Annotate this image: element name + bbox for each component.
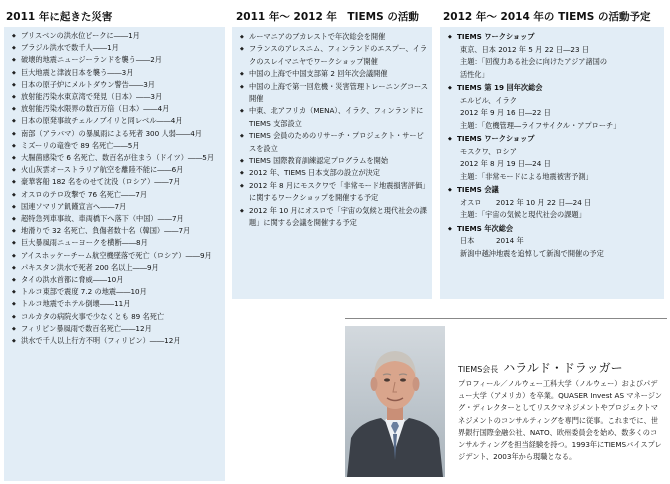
event-detail: 主題：「危機管理―ライフサイクル・アプローチ」 xyxy=(460,120,621,130)
list-item: ◆ 日本の原子炉にメルトダウン警告――3月 xyxy=(12,79,221,91)
event-detail: 東京、日本 2012 年 5 月 22 日―23 日 xyxy=(460,44,590,54)
profile-divider xyxy=(345,318,667,319)
event-title: ◆ TIEMS 第 19 回年次総会 xyxy=(448,82,660,95)
event-annual-meeting-erbil xyxy=(448,82,660,132)
profile-header xyxy=(458,357,623,376)
event-detail: エルビル、イラク xyxy=(460,95,517,105)
activities-heading: 2011 年～ 2012 年 TIEMS の活動 xyxy=(236,11,419,23)
list-item: ◆ 大腸菌感染で 6 名死亡、数百名が住まう（ドイツ）――5月 xyxy=(12,152,221,164)
list-item: ◆ 洪水で千人以上行方不明（フィリピン）――12月 xyxy=(12,335,221,347)
list-item: ◆ 豪華客船 182 名をのせて沈没（ロシア）――7月 xyxy=(12,176,221,188)
list-item: ◆ コルカタの病院火事で少なくとも 89 名死亡 xyxy=(12,311,221,323)
profile-bio: プロフィール／ノルウェー工科大学（ノルウェー）およびパデュー大学（アメリカ）を卒業。QUASER Invest AS マネージング・ディレクターとしてリスクマネジメントやプロジェクトマネジメントのコンサルティングを専門に従事。これまでに、世界銀行国際金融公社、NATO、欧州委員会を始め、数多くのコンサルティングを担当経験を持つ。1993年にTIEMSバイスプレジデント、2003年から現職となる。 xyxy=(458,379,662,462)
plans-schedule xyxy=(440,27,664,260)
event-detail: 主題：「回復力ある社会に向けたアジア諸国の xyxy=(460,57,608,66)
list-item: ◆ 中国の上海で中国支部第 2 回年次会議開催 xyxy=(240,68,429,80)
portrait-illustration xyxy=(345,326,445,477)
disasters-heading: 2011 年に起きた災害 xyxy=(6,11,113,23)
disasters-panel xyxy=(4,27,225,481)
event-workshop-tokyo xyxy=(448,31,660,81)
list-item: ◆ 中東、北アフリカ（MENA）、イラク、フィンランドに TIEMS 支部設立 xyxy=(240,105,429,130)
event-detail: 主題：「非常モードによる地震被害予測」 xyxy=(460,171,593,181)
event-detail: 2012 年 9 月 16 日―22 日 xyxy=(460,108,551,117)
list-item: ◆ 中国の上海で第一回危機・災害管理トレーニングコース開催 xyxy=(240,81,429,106)
event-detail: 活性化」 xyxy=(460,69,489,79)
event-detail: オスロ 2012 年 10 月 22 日―24 日 xyxy=(460,197,592,207)
list-item: ◆ タイの洪水首都に脅威――10月 xyxy=(12,274,221,286)
event-detail: 主題：「宇宙の気候と現代社会の課題」 xyxy=(460,210,586,219)
list-item: ◆ パキスタン洪水で死者 200 名以上――9月 xyxy=(12,262,221,274)
list-item: ◆ ミズーリの竜巻で 89 名死亡――5月 xyxy=(12,140,221,152)
list-item: ◆ 火山灰雲オーストラリア航空を離陸不能に――6月 xyxy=(12,164,221,176)
event-title: ◆ TIEMS ワークショップ xyxy=(448,31,660,44)
profile-role: TIEMS会長 xyxy=(458,365,499,374)
profile-name: ハラルド・ドラッガー xyxy=(503,361,623,375)
event-detail: 2012 年 8 月 19 日―24 日 xyxy=(460,159,551,168)
event-detail: 新潟中越沖地震を追悼して新潟で開催の予定 xyxy=(460,248,604,258)
list-item: ◆ オスロのテロ攻撃で 76 名死亡――7月 xyxy=(12,189,221,201)
plans-panel xyxy=(440,27,664,299)
event-conference-oslo xyxy=(448,184,660,222)
list-item: ◆ 破壊的地震ニュージーランドを襲う――2月 xyxy=(12,54,221,66)
list-item: ◆ 放射能汚染水限界の数百万倍（日本）――4月 xyxy=(12,103,221,115)
list-item: ◆ 超特急列車事故、車両橋下へ落下（中国）――7月 xyxy=(12,213,221,225)
list-item: ◆ 2012 年、TIEMS 日本支部の設立が決定 xyxy=(240,167,429,179)
activities-panel xyxy=(232,27,432,299)
list-item: ◆ TIEMS 国際教育訓練認定プログラムを開始 xyxy=(240,155,429,167)
list-item: ◆ トルコ地震でホテル倒壊――11月 xyxy=(12,298,221,310)
list-item: ◆ 国連ソマリア飢饉宣言へ――7月 xyxy=(12,201,221,213)
list-item: ◆ 巨大地震と津波日本を襲う――3月 xyxy=(12,67,221,79)
list-item: ◆ フランスのアレスニム、フィンランドのエスプー、イラクのスレイマニヤでワークショップ開催 xyxy=(240,43,429,68)
list-item: ◆ 巨大暴風雨ニューヨークを横断――8月 xyxy=(12,237,221,249)
disasters-list xyxy=(4,27,225,347)
list-item: ◆ ブラジル洪水で数千人――1月 xyxy=(12,42,221,54)
plans-heading: 2012 年～ 2014 年の TIEMS の活動予定 xyxy=(443,11,651,23)
list-item: ◆ ルーマニアのブカレストで年次総会を開催 xyxy=(240,31,429,43)
list-item: ◆ ブリスベンの洪水位ピークに――1月 xyxy=(12,30,221,42)
event-detail: 日本 2014 年 xyxy=(460,236,524,245)
event-title: ◆ TIEMS ワークショップ xyxy=(448,133,660,146)
event-annual-meeting-japan xyxy=(448,223,660,261)
event-workshop-moscow xyxy=(448,133,660,183)
list-item: ◆ トルコ東部で震度 7.2 の地震――10月 xyxy=(12,286,221,298)
event-title: ◆ TIEMS 年次総会 xyxy=(448,223,660,236)
list-item: ◆ 2012 年 8 月にモスクワで「非常モード地震損害評価」に関するワークショップを開催する予定 xyxy=(240,180,429,205)
list-item: ◆ フィリピン暴風雨で数百名死亡――12月 xyxy=(12,323,221,335)
activities-list xyxy=(232,27,432,230)
event-detail: モスクワ、ロシア xyxy=(460,146,517,156)
event-title: ◆ TIEMS 会議 xyxy=(448,184,660,197)
list-item: ◆ 地滑りで 32 名死亡、負傷者数十名（韓国）――7月 xyxy=(12,225,221,237)
portrait-photo xyxy=(345,326,445,477)
list-item: ◆ 放射能汚染水東京湾で発見（日本）――3月 xyxy=(12,91,221,103)
list-item: ◆ 南部（アラバマ）の暴風雨による死者 300 人弱――4月 xyxy=(12,128,221,140)
list-item: ◆ 日本の原発事故チェルノブイリと同レベル――4月 xyxy=(12,115,221,127)
list-item: ◆ TIEMS 会員のためのリサーチ・プロジェクト・サービスを設立 xyxy=(240,130,429,155)
list-item: ◆ アイスホッケーチーム航空機墜落で死亡（ロシア）――9月 xyxy=(12,250,221,262)
list-item: ◆ 2012 年 10 月にオスロで「宇宙の気候と現代社会の課題」に関する会議を開催する予定 xyxy=(240,205,429,230)
